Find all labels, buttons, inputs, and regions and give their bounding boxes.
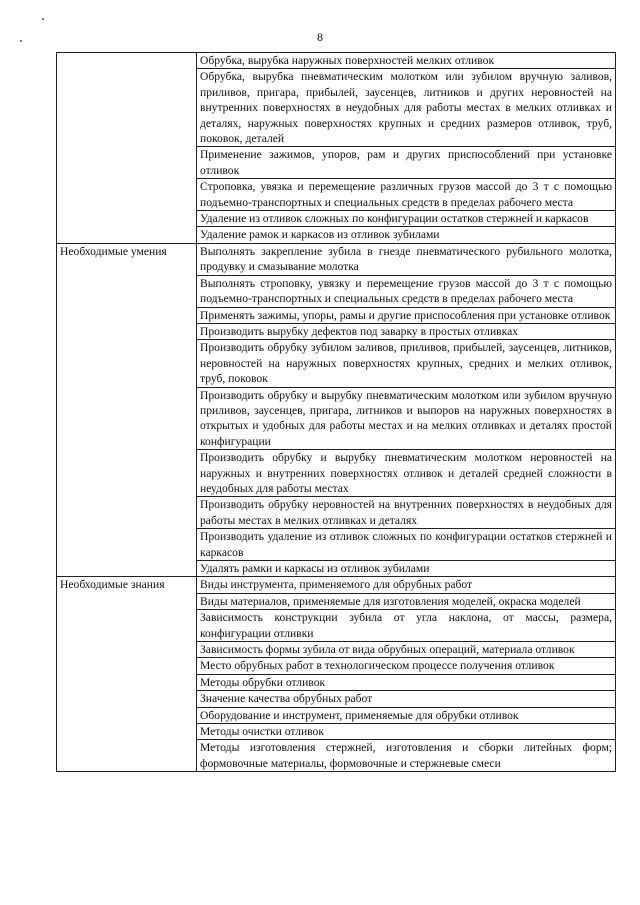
item-cell (197, 497, 616, 529)
item-cell (197, 577, 616, 593)
item-cell (197, 340, 616, 387)
competency-table (56, 52, 616, 772)
item-cell (197, 387, 616, 450)
item-text: Производить обрубку и вырубку пневматическим молотком неровностей на наружных и внутренних поверхностях отливок и деталей средней сложности в неудобных для работы местах (200, 451, 612, 495)
item-cell (197, 307, 616, 323)
item-text: Производить обрубку неровностей на внутренних поверхностях в неудобных для работы местах в мелких отливках и деталях (200, 498, 612, 527)
item-text: Значение качества обрубных работ (200, 692, 373, 706)
section-label-cell (57, 243, 197, 577)
item-text: Методы очистки отливок (200, 725, 324, 739)
item-text: Удаление из отливок сложных по конфигурации остатков стержней и каркасов (200, 212, 589, 226)
item-cell (197, 740, 616, 772)
item-text: Методы изготовления стержней, изготовления и сборки литейных форм; формовочные материалы, формовочные и стержневые смеси (200, 741, 612, 770)
scan-speck (42, 18, 44, 20)
table-row (57, 243, 616, 275)
item-text: Производить удаление из отливок сложных по конфигурации остатков стержней и каркасов (200, 530, 612, 559)
item-text: Место обрубных работ в технологическом процессе получения отливок (200, 659, 555, 673)
item-cell (197, 275, 616, 307)
table-row (57, 577, 616, 593)
item-cell (197, 724, 616, 740)
item-cell (197, 707, 616, 723)
item-text: Строповка, увязка и перемещение различных грузов массой до 3 т с помощью подъемно-транспортных и специальных средств в пределах рабочего места (200, 180, 612, 209)
item-cell (197, 211, 616, 227)
item-cell (197, 658, 616, 674)
item-text: Виды инструмента, применяемого для обрубных работ (200, 578, 473, 592)
item-text: Удалять рамки и каркасы из отливок зубилами (200, 562, 430, 575)
item-cell (197, 69, 616, 147)
item-cell (197, 610, 616, 642)
item-text: Применение зажимов, упоров, рам и других приспособлений при установке отливок (200, 148, 612, 177)
item-cell (197, 691, 616, 707)
item-cell (197, 674, 616, 690)
item-text: Оборудование и инструмент, применяемые для обрубки отливок (200, 708, 519, 722)
item-text: Виды материалов, применяемые для изготовления моделей, окраска моделей (200, 594, 581, 608)
item-text: Производить обрубку и вырубку пневматическим молотком или зубилом вручную приливов, заусенцев, пригара, литников и выпоров на наружных поверхностях в открытых и удобных для работы местах и на мелких отливках и деталях простой конфигурации (200, 388, 612, 448)
page-number: 8 (317, 30, 323, 44)
item-cell (197, 147, 616, 179)
item-cell (197, 179, 616, 211)
item-text: Методы обрубки отливок (200, 675, 326, 689)
item-cell (197, 53, 616, 69)
section-label-cell (57, 53, 197, 244)
item-text: Производить вырубку дефектов под заварку в простых отливках (200, 324, 519, 338)
item-text: Производить обрубку зубилом заливов, приливов, прибылей, заусенцев, литников, неровностей на наружных поверхностях крупных, средних и мелких отливок, труб, поковок (200, 341, 612, 386)
section-label-cell (57, 577, 197, 772)
item-cell (197, 561, 616, 577)
item-cell (197, 243, 616, 275)
item-text: Зависимость конструкции зубила от угла наклона, от массы, размера, конфигурации отливки (200, 611, 612, 640)
item-text: Обрубка, вырубка наружных поверхностей мелких отливок (200, 54, 495, 67)
item-cell (197, 227, 616, 243)
item-text: Зависимость формы зубила от вида обрубных операций, материала отливок (200, 643, 575, 657)
item-text: Выполнять закрепление зубила в гнезде пневматического рубильного молотка, продувку и смазывание молотка (200, 244, 612, 274)
item-text: Выполнять строповку, увязку и перемещение грузов массой до 3 т с помощью подъемно-транспортных и специальных средств в пределах рабочего места (200, 276, 612, 306)
item-cell (197, 642, 616, 658)
table-row (57, 53, 616, 69)
item-cell (197, 529, 616, 561)
item-text: Удаление рамок и каркасов из отливок зубилами (200, 228, 440, 242)
item-text: Применять зажимы, упоры, рамы и другие приспособления при установке отливок (200, 308, 611, 322)
item-cell (197, 323, 616, 339)
item-text: Обрубка, вырубка пневматическим молотком или зубилом вручную заливов, приливов, пригара, прибылей, заусенцев, литников и других неровностей на внутренних поверхностях в неудобных для работы местах в мелких отливках и деталях, наружных поверхностях крупных и средних размеров отливок, труб, поковок, деталей (200, 70, 612, 146)
section-label: Необходимые умения (60, 244, 167, 258)
section-label: Необходимые знания (60, 578, 165, 592)
item-cell (197, 450, 616, 497)
table-body (57, 53, 616, 772)
item-cell (197, 593, 616, 609)
